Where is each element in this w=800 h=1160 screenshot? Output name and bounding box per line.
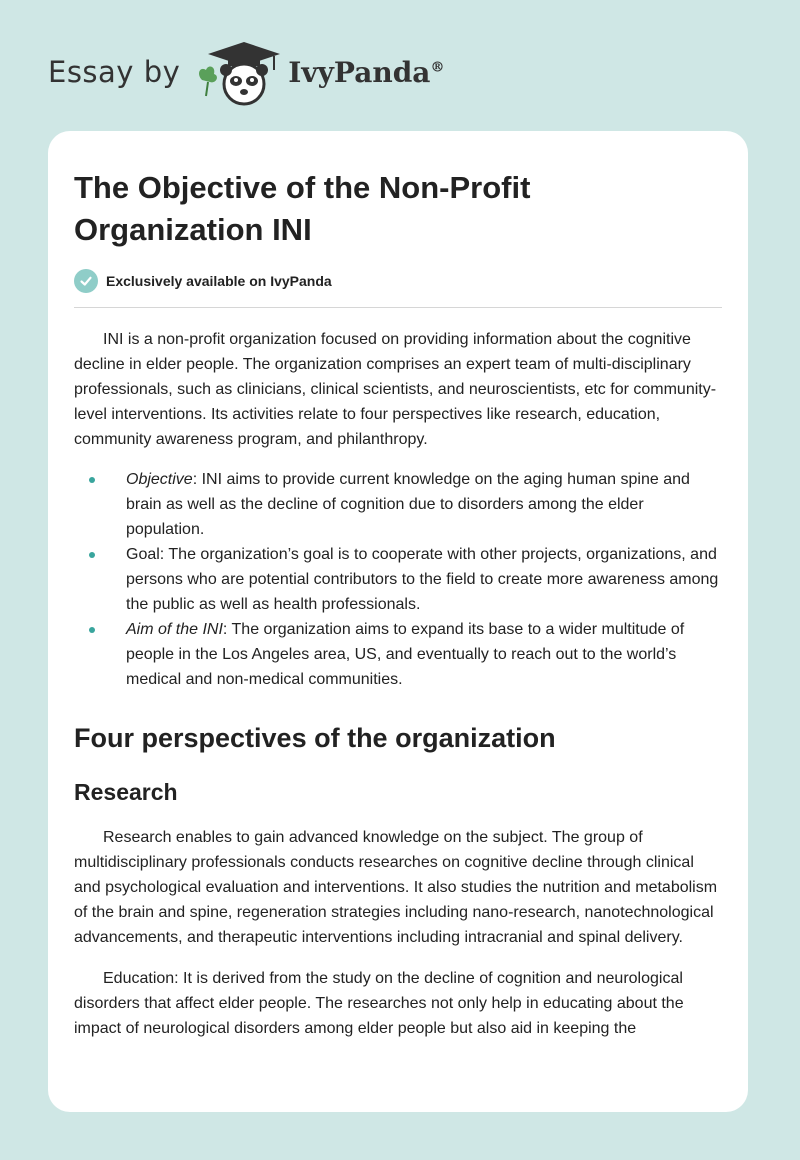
divider xyxy=(74,307,722,308)
badge-label: Exclusively available on IvyPanda xyxy=(106,273,332,289)
brand-prefix: Essay by xyxy=(48,55,181,89)
exclusive-badge xyxy=(74,269,722,293)
checkmark-icon xyxy=(74,269,98,293)
essay-card xyxy=(48,131,748,1112)
bullet-text: Goal: The organization’s goal is to cooperate with other projects, organizations, and persons who are potential contributors to the field to create more awareness among the public as well as health professionals. xyxy=(126,546,719,613)
bullet-term: Aim of the INI xyxy=(126,621,223,638)
bullet-text: : INI aims to provide current knowledge on the aging human spine and brain as well as the decline of cognition due to disorders among the elder population. xyxy=(126,471,690,538)
brand-name: IvyPanda® xyxy=(288,55,445,89)
subsection-heading: Research xyxy=(74,779,178,805)
bullet-term: Objective xyxy=(126,471,193,488)
bullet-list xyxy=(74,467,722,692)
intro-paragraph: INI is a non-profit organization focused on providing information about the cognitive decline in elder people. The organization comprises an expert team of multi-disciplinary professionals, such as clinicians, clinical scientists, and neuroscientists, etc for community-level interventions. Its activities relate to four perspectives like research, education, community awareness program, and philanthropy. xyxy=(74,331,717,448)
brand-header[interactable] xyxy=(48,36,444,108)
education-paragraph: Education: It is derived from the study on the decline of cognition and neurological disorders that affect elder people. The researches not only help in educating about the impact of neurological disorders among elder people but also aid in keeping the xyxy=(74,970,684,1037)
panda-logo-icon xyxy=(194,36,284,108)
list-item xyxy=(126,617,722,692)
page-title: The Objective of the Non-Profit Organization INI xyxy=(74,170,531,247)
section-heading: Four perspectives of the organization xyxy=(74,723,556,753)
bullet-text: : The organization aims to expand its base to a wider multitude of people in the Los Angeles area, US, and eventually to reach out to the world’s medical and non-medical communities. xyxy=(126,621,685,688)
list-item xyxy=(126,542,722,617)
research-paragraph: Research enables to gain advanced knowledge on the subject. The group of multidisciplinary professionals conducts researches on cognitive decline through clinical and psychological evaluation and interventions. It also studies the nutrition and metabolism of the brain and spine, regeneration strategies including nano-research, nanotechnological advancements, and therapeutic interventions including intracranial and spinal delivery. xyxy=(74,829,718,946)
list-item xyxy=(126,467,722,542)
